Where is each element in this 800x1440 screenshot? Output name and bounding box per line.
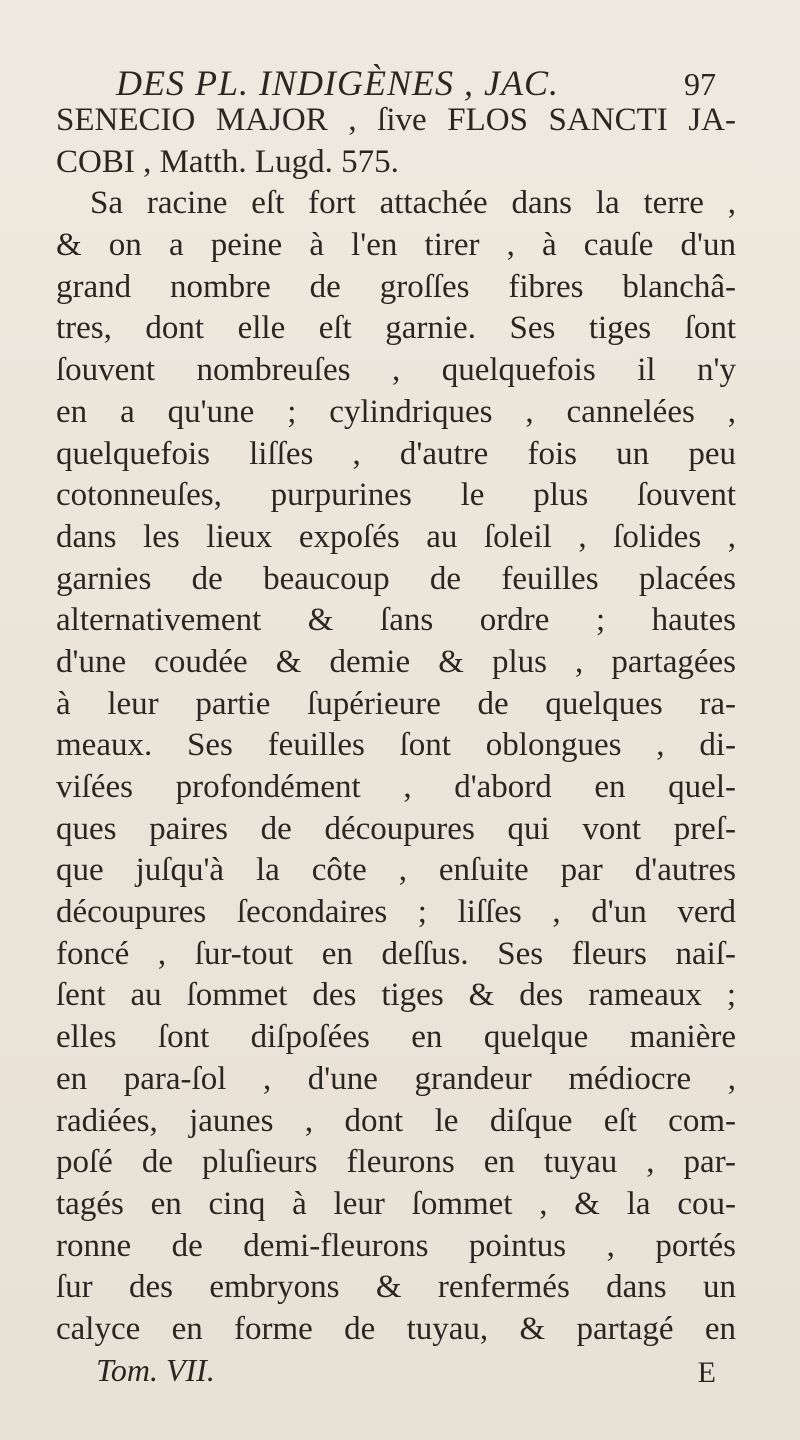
text-line: poſé de pluſieurs fleurons en tuyau , par- [56,1144,736,1181]
text-line: à leur partie ſupérieure de quelques ra- [56,685,736,722]
text-line: cotonneuſes, purpurines le plus ſouvent [56,477,736,514]
text-line: meaux. Ses feuilles ſont oblongues , di- [56,727,736,764]
text-line: que juſqu'à la côte , enſuite par d'autres [56,852,736,889]
page-number: 97 [684,66,716,102]
text-line: grand nombre de groſſes fibres blanchâ- [56,268,736,305]
text-line: calyce en forme de tuyau, & partagé en [56,1310,736,1347]
text-line: d'une coudée & demie & plus , partagées [56,643,736,680]
text-line: ronne de demi-fleurons pointus , portés [56,1227,736,1264]
text-line: en a qu'une ; cylindriques , cannelées , [56,393,736,430]
volume-mark: Tom. VII. [96,1352,215,1388]
text-line: ſent au ſommet des tiges & des rameaux ; [56,977,736,1014]
text-line: dans les lieux expoſés au ſoleil , ſolides , [56,518,736,555]
text-line: ſouvent nombreuſes , quelquefois il n'y [56,352,736,389]
text-line: elles ſont diſpoſées en quelque manière [56,1019,736,1056]
text-line: SENECIO MAJOR , ſive FLOS SANCTI JA- [56,102,736,138]
text-line: viſées profondément , d'abord en quel- [56,769,736,805]
text-line: quelquefois liſſes , d'autre fois un peu [56,435,736,472]
text-line: tres, dont elle eſt garnie. Ses tiges ſont [56,310,736,347]
text-line: COBI , Matth. Lugd. 575. [56,143,399,180]
text-line: alternativement & ſans ordre ; hautes [56,602,736,639]
text-line: & on a peine à l'en tirer , à cauſe d'un [56,227,736,264]
text-line: tagés en cinq à leur ſommet , & la cou- [56,1185,736,1222]
running-head: DES PL. INDIGÈNES , JAC. [116,63,559,103]
body-text [56,100,736,1351]
page-footer [96,1352,716,1392]
text-line: foncé , ſur-tout en deſſus. Ses fleurs naiſ- [56,935,736,972]
text-line: ſur des embryons & renfermés dans un [56,1269,736,1306]
text-line: en para-ſol , d'une grandeur médiocre , [56,1060,736,1097]
text-line: Sa racine eſt fort attachée dans la terre , [90,185,736,222]
signature-mark: E [697,1356,716,1389]
text-line: ques paires de découpures qui vont preſ- [56,810,736,847]
text-line: garnies de beaucoup de feuilles placées [56,560,736,597]
text-line: découpures ſecondaires ; liſſes , d'un verd [56,894,736,931]
text-line: radiées, jaunes , dont le diſque eſt com- [56,1102,736,1139]
